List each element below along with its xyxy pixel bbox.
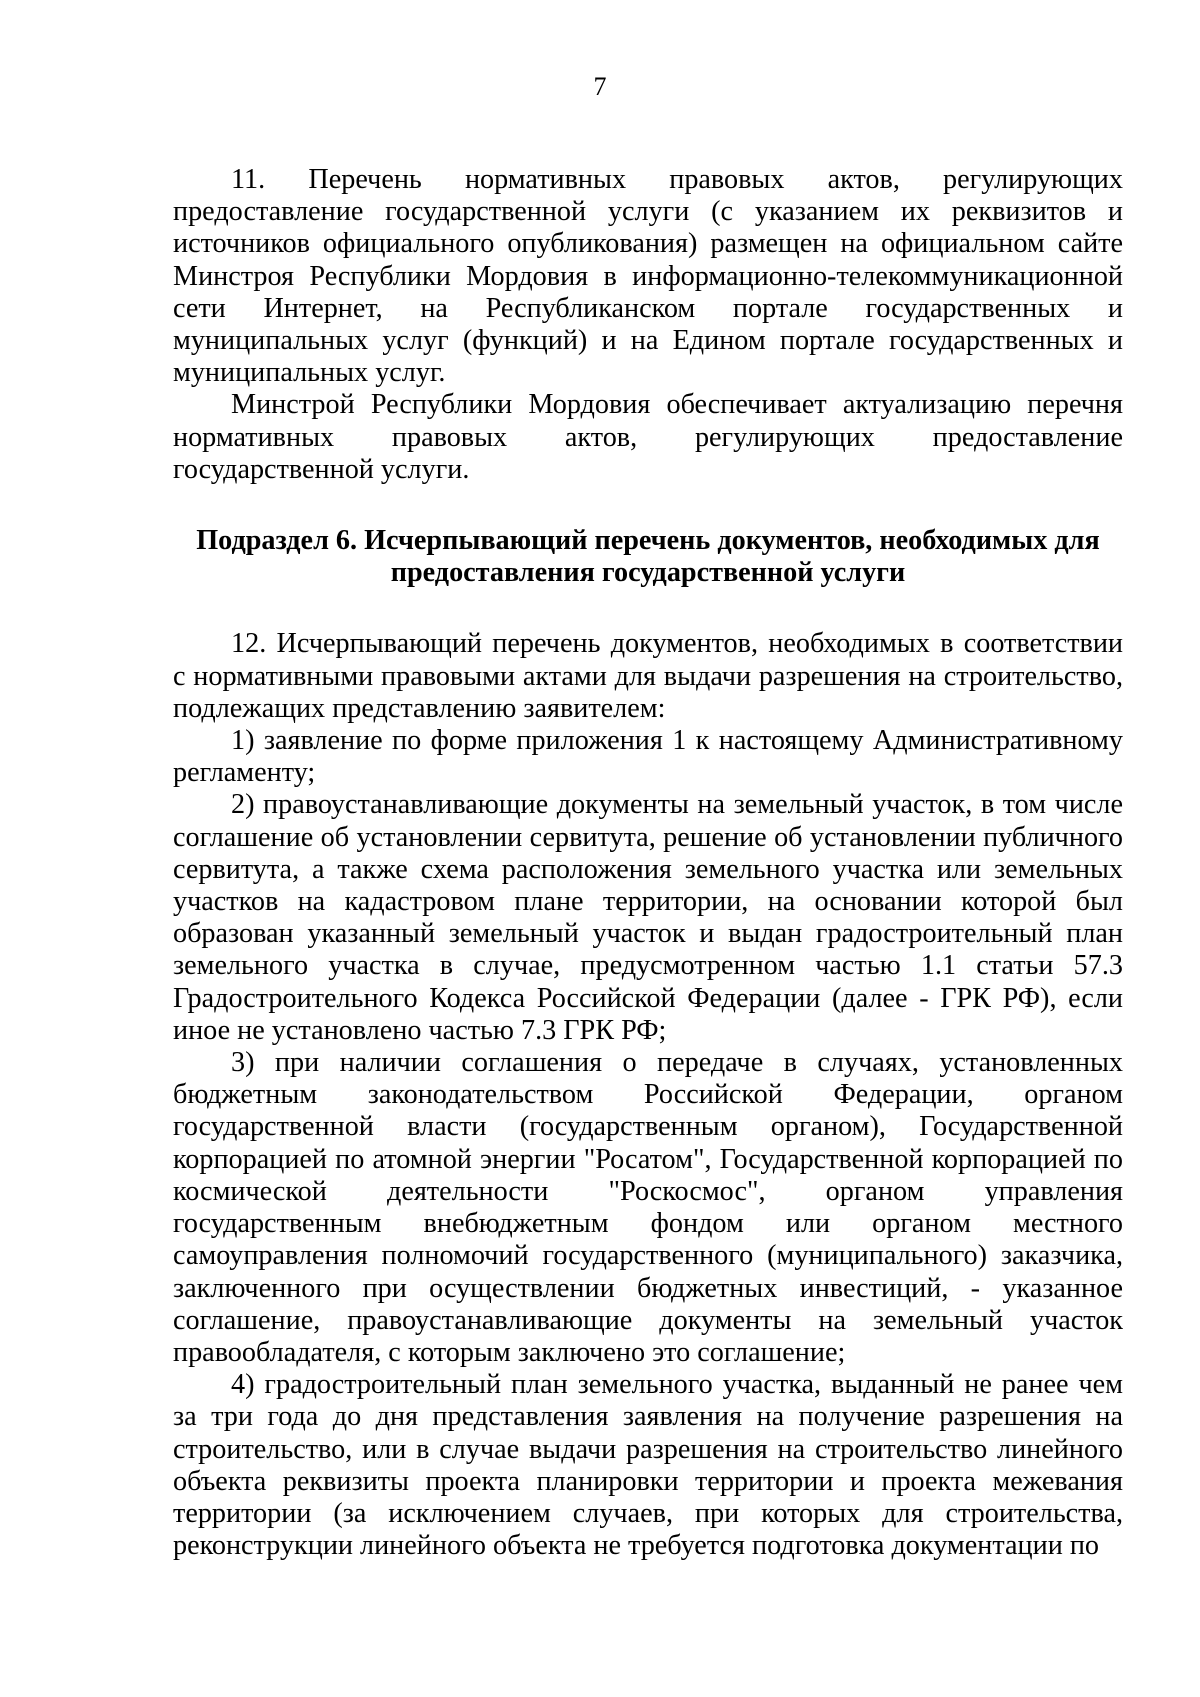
paragraph-11-actualization: Минстрой Республики Мордовия обеспечивает актуализацию перечня нормативных правовых актов, регулирующих предоставление государственной услуги.	[173, 389, 1123, 485]
list-item-1: 1) заявление по форме приложения 1 к настоящему Административному регламенту;	[173, 725, 1123, 789]
page-number: 7	[593, 72, 607, 101]
subsection-heading: Подраздел 6. Исчерпывающий перечень документов, необходимых для предоставления государственной услуги	[196, 525, 1100, 589]
paragraph-12: 12. Исчерпывающий перечень документов, необходимых в соответствии с нормативными правовыми актами для выдачи разрешения на строительство, подлежащих представлению заявителем:	[173, 628, 1123, 724]
paragraph-11: 11. Перечень нормативных правовых актов, регулирующих предоставление государственной услуги (с указанием их реквизитов и источников официального опубликования) размещен на официальном сайте Минстроя Республики Мордовия в информационно-телекоммуникационной сети Интернет, на Республиканском портале государственных и муниципальных услуг (функций) и на Едином портале государственных и муниципальных услуг.	[173, 164, 1123, 389]
list-item-3: 3) при наличии соглашения о передаче в случаях, установленных бюджетным законодательством Российской Федерации, органом государственной власти (государственным органом), Государственной корпорацией по атомной энергии "Росатом", Государственной корпорацией по космической деятельности "Роскосмос", органом управления государственным внебюджетным фондом или органом местного самоуправления полномочий государственного (муниципального) заказчика, заключенного при осуществлении бюджетных инвестиций, - указанное соглашение, правоустанавливающие документы на земельный участок правообладателя, с которым заключено это соглашение;	[173, 1047, 1123, 1368]
document-body	[173, 164, 1123, 1562]
list-item-2: 2) правоустанавливающие документы на земельный участок, в том числе соглашение об установлении сервитута, решение об установлении публичного сервитута, а также схема расположения земельного участка или земельных участков на кадастровом плане территории, на основании которой был образован указанный земельный участок и выдан градостроительный план земельного участка в случае, предусмотренном частью 1.1 статьи 57.3 Градостроительного Кодекса Российской Федерации (далее - ГРК РФ), если иное не установлено частью 7.3 ГРК РФ;	[173, 789, 1123, 1046]
list-item-4: 4) градостроительный план земельного участка, выданный не ранее чем за три года до дня представления заявления на получение разрешения на строительство, или в случае выдачи разрешения на строительство линейного объекта реквизиты проекта планировки территории и проекта межевания территории (за исключением случаев, при которых для строительства, реконструкции линейного объекта не требуется подготовка документации по	[173, 1369, 1123, 1562]
